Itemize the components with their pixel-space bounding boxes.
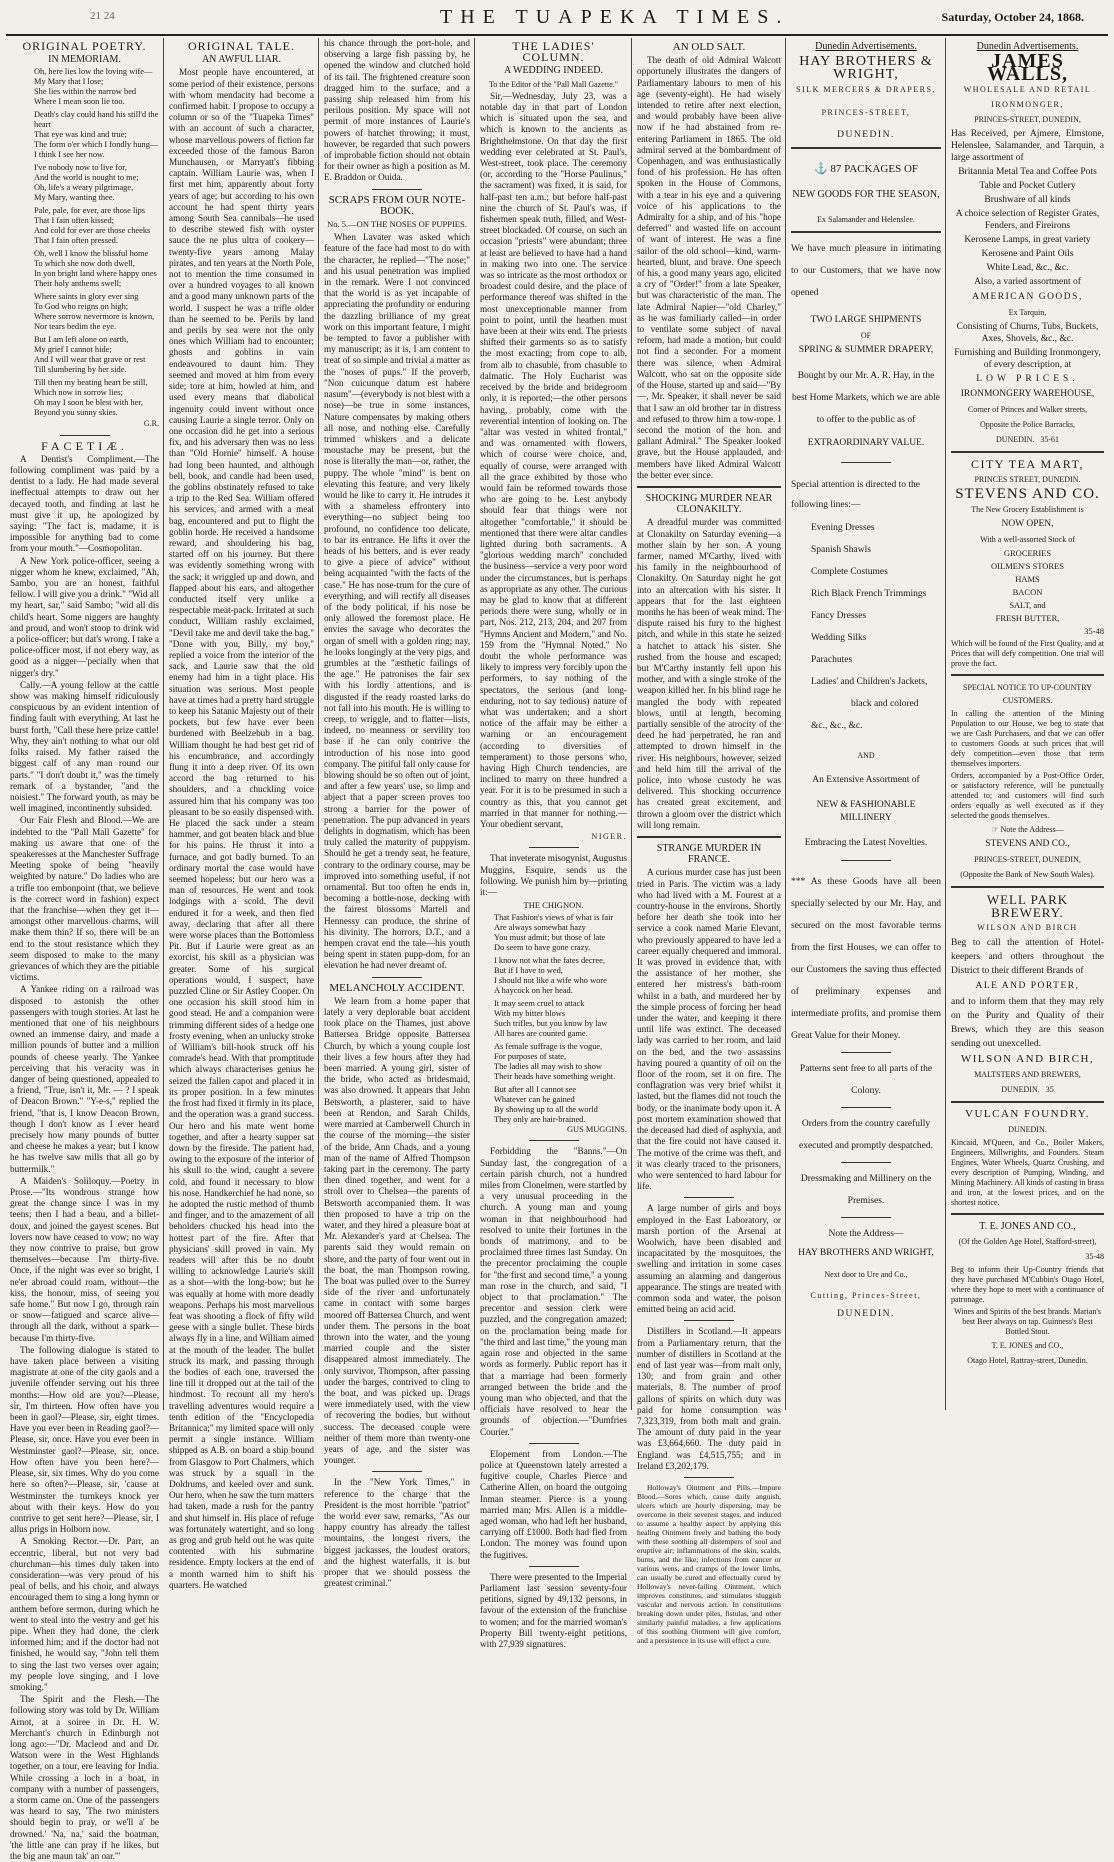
firm-trade: SILK MERCERS & DRAPERS, <box>796 85 936 94</box>
divider <box>951 1213 1104 1215</box>
paragraph: Cally.—A young fellow at the cattle show was making himself ridiculously conspicuous by an evident intention of finding fault with everything. At last he burst forth, "Call these here prize cattle! Why, they ain't nothing to what our old folks raised. My father raised the biggest calf of any man round our parts." "I don't doubt it," was the timely remark of a bystander, "and the noisiest." The forward youth, as may be well imagined, incontinently subsided. <box>10 679 159 814</box>
goods-item: black and colored <box>851 699 919 709</box>
poem-line: Till then my beating heart be still, <box>34 378 148 388</box>
two-shipments: TWO LARGE SHIPMENTS <box>810 315 922 325</box>
column-divider <box>474 38 475 1410</box>
paragraph: When Lavater was asked which feature of the face had most to do with the character, he replied—"The nose;" and his usual penetration was implied in the remark. Were I not convinced that the world is as yet incapable of appreciating the profundity or enduring the dazzling brilliance of my great work on this important feature, I might be tempted to favor a publisher with my manuscript; as it is, I am content to treat of so simple and trivial a matter as the "noses of pups." If the proverb, "Non cuicunque datum est habere nasum"—(everybody is not blest with a nose)—be true in some instances, Nature compensates by making others all nose, and nothing else. Carefully trimmed whiskers and a delicate moustache may be present, but the nose is literally the man—or, rather, the puppy. The whole "mind" is bent on elevating this feature, and very likely would he like to carry it. He intrudes it with a shameless effrontery into everything—no subject being too profound, no confidence too delicate, to bar its entrance. He lifts it over the heads of his betters, and is ever ready to give a piece of advice" without being acquainted "with the facts of the case." He has nose-trum for the cure of everything, and will rectify all diseases of the body political, if his nose be only allowed the foremost place. He envies the savage who decorates the organ of smell with a golden ring; nay, he looks longingly at the very pigs, and grumbles at the "æsthetic failings of the age." He patronises the fair sex with his lordly attentions, and is disgusted if the ready roasted larks do not fall into his mouth. He is willing to creep, to wriggle, and to flatter—lists, indeed, no meanness or servility too base if he can only contrive the introduction of his nose into good company. The pitiful fall only cause for blowing should be so often out of joint, and after a few years' use, so limp and abject that a paper screen proves too strong a barrier for the power of penetration. The pup advanced in years delights in dogmatism, which has been truly called the maturity of puppyism. Should he get a trendy seat, he feature, contrary to the ordinary course, may be improved into something useful, if not ornamental. But too often he ends in, becoming a bottle-nose, decking with the fairest blossoms Martell and Hennessy can produce, the shrine of his divinity. The horrors, D.T., and a hempen cravat end the tale—his youth being spent in staten pupp-dom, for an elevation he had never dreamt of. <box>324 232 470 971</box>
packages-line <box>791 163 941 176</box>
old-salt-heading: AN OLD SALT. <box>672 41 746 53</box>
poem-line: But if I have to wed, <box>494 966 563 976</box>
paragraph: The death of old Admiral Walcott opportunely illustrates the dangers of Parliamentary labours to men of his age (seventy-eight). He had wisely intended to retire after next election, and would probably have been alive now if he had abstained from re-entering Parliament in 1865. The old admiral served at the bombardment of Copenhagen, and was enthusiastically fond of his profession. He has often spoken in the House of Commons, with a tear in his eye and a quivering voice of his applications to the Admiralty for a ship, and of his "hope deferred" and wasted life on account of want of interest. He was a fine sailor of the old school—kind, warm-hearted, blunt, and brave. One speech of his, a good many years ago, elicited a cry of "Order!" from a late Speaker, but was characteristic of the man. The late Admiral Napier—"old Charley," as he was familiarly called—in order to ventilate some subject of naval reform, had made a motion, but could not find a seconder. For a moment there was silence, when Admiral Walcott, who sat on the opposite side of the House, started up and said—"By—, Mr. Speaker, it shall never be said that I saw an old brother tar in distress and refused to throw him a tow-rope. I second the motion of the hon. and gallant Admiral." The Speaker looked grave, but the House applauded, and members have liked Admiral Walcott the better ever since. <box>637 55 781 480</box>
paragraph: There were presented to the Imperial Parliament last session seventy-four petitions, signed by 49,132 persons, in favour of the extension of the franchise to women; and for the married woman's Property Bill twenty-eight petitions, with 27,939 signatures. <box>480 1571 627 1649</box>
section-heading-tale: ORIGINAL TALE. <box>187 39 296 53</box>
next-door-text: Next door to Ure and Co., <box>824 1270 908 1279</box>
column-divider <box>318 38 319 1410</box>
newspaper-title: THE TUAPEKA TIMES. <box>440 6 790 28</box>
poem-line: And cold for ever are those cheeks <box>34 226 151 236</box>
brewery-city <box>951 1083 1104 1096</box>
walls-items <box>951 166 1104 274</box>
poem-line: That I fain often kissed; <box>34 216 115 226</box>
to-editor: To the Editor of the "Pall Mall Gazette." <box>488 79 619 89</box>
paragraph: A large number of girls and boys employed in the East Laboratory, or marsh portion of the Arsenal at Woolwich, have been disabled and incapacitated by the mosquitoes, the swelling and irritation in some cases assuming an alarming and dangerous appearance. The stings are treated with common soda and water, the poison emitted being an acid acid. <box>637 1203 781 1315</box>
column-news <box>633 38 785 1645</box>
poem-line: Do seem to have gone crazy. <box>494 943 591 953</box>
strange-murder-heading: STRANGE MURDER IN FRANCE. <box>656 843 762 866</box>
walls-name: JAMES WALLS, <box>986 50 1069 85</box>
poem-body <box>10 67 159 418</box>
poem-line: To which she now doth dwell, <box>34 259 135 269</box>
spring-drapery: SPRING & SUMMER DRAPERY, <box>798 345 934 355</box>
goods-item: Fancy Dresses <box>811 611 867 621</box>
paragraph: Our Fair Flesh and Blood.—We are indebted to the "Pall Mall Gazette" for making us aware that one of the speakeresses at the Manchester Suffrage Meeting spoke of being "heavily weighted by nature." Do ladies who are a trifle too embonpoint (that, we believe is the correct word in fashion) expect that the franchise—when they get it—amongst other marvellous charms, will make them thin? If so, there will be an end to the stout resistance which they seem disposed to make to the many grievances of which they are the pitiable victims. <box>10 815 159 983</box>
selected-text: *** As these Goods have all been specially selected by our Mr. Hay, and secured on the most favorable terms from the first Houses, we can offer to our Customers the saving thus effected of preliminary expenses and intermediate profits, and promise them Great Value for their Money. <box>791 877 941 1041</box>
wilson-birch-footer: WILSON AND BIRCH, <box>960 1053 1095 1065</box>
poem-signature: G.R. <box>143 419 159 429</box>
poem-line: With my bitter blows <box>494 1009 566 1019</box>
paragraph: Forbidding the "Banns."—On Sunday last, the congregation of a certain parish church, not a hundred miles from Clonelmen, were startled by a very unusual proceeding in the church. A young man and young woman in that neighbourhood had resolved to unite their fortunes in the bonds of matrimony, and to be proclaimed three times last Sunday. On the precentor proclaiming the couple for "the first and second time," a young man rose in the church, and said, "I object to that proclamation." The precentor and session clerk were puzzled, and the congregation amazed; on the proclamation being made for "the third and last time," the young man again rose and objected in the same words as formerly. Public report has it that a marriage had been formerly arranged between the bride and the young man who objected, and that the officials have resolved to hear the grounds of objection.—"Dumfries Courier." <box>480 1146 627 1437</box>
divider <box>791 231 941 233</box>
poem-signature: GUS MUGGINS. <box>566 1125 627 1135</box>
divider <box>841 860 891 861</box>
poem-line: By showing up to all the world <box>494 1105 598 1115</box>
intimate-text: We have much pleasure in intimating to our Customers, that we have now opened <box>791 244 941 298</box>
walls-trade: WHOLESALE AND RETAIL <box>963 85 1092 94</box>
column-original-tale <box>165 38 318 1590</box>
divider <box>684 1477 734 1478</box>
walls-item: Table and Pocket Cutlery <box>979 181 1076 191</box>
column-walls-stevens-adverts <box>947 38 1108 1410</box>
poem-line: My Mary, wanting thee. <box>34 193 115 203</box>
note-address: Note the Address— <box>828 1229 904 1239</box>
poem-line: I think I see her now. <box>34 150 105 160</box>
grocer-item: FRESH BUTTER, <box>995 613 1060 623</box>
poem-line: The form o'er which I fondly hung— <box>34 140 159 150</box>
paragraph: Most people have encountered, at some period of their existence, persons with whom mendacity had become a confirmed habit. I propose to occupy a column or so of the "Tuapeka Times" with an account of such a character, whose marvellous powers of fiction far exceeded those of the famous Baron Munchausen, or Marryatt's fibbing captain. William Laurie was, when I first met him, apparently about forty years of age; but according to his own account he had spent thirty years among South Sea cannibals—he used to describe stewed fish with oyster sauce the ne plus ultra of cookery—twenty-five years among Malay pirates, and ten years at the North Pole, not to mention the time consumed in over a hundred voyages to all known and a good many unknown parts of the world. I suspect he was a trifle older than he seemed to be. Perils by land and perils by sea were not the only ones which William had to encounter; ghosts and goblins in vain endeavoured to daunt him. They seemed and moved at him from every side; tore at him, howled at him, and used every means that diabolical ingenuity could invent without once causing Laurie a single terror. Only on one occasion did he get into a serious fix, and his adversary then was no less than "Old Hornie" himself. A house had long been haunted, and although bell, book, and candle had been used, the goblins obstinately refused to take a trip to the Red Sea. William offered his services, and armed with a meal bag, encountered and put to flight the goblin horde. He received a handsome reward, and shouldering his bag, started off on his journey. But there was evidently something wrong with the sack; it wriggled up and down, and flapped about his ears, and altogether conducted itself very unlike a respectable meat-pack. Irritated at such conduct, William rashly exclaimed, "Devil take me and devil take the bag." "Done with you, Billy, my boy," replied a voice from the interior of the sack, and Laurie saw that the old enemy had him in a tight place. His situation was serious. Most people have at times had a pretty hard struggle to keep his Satanic Majesty out of their pockets, but few have ever been burdened with Beelzebub in a bag. William thought he had best get rid of his encumbrance, and accordingly flung it into a deep river. Of its own accord the bag returned to his shoulders, and a chuckling voice assured him that his company was too pleasant to be so easily dispensed with. He placed the sack under a steam hammer, and got beaten black and blue for his pains. He thrust it into a furnace, and got badly burned. To an ordinary mortal the case would have seemed hopeless; but our hero was a man of resources. He went and took lodgings with a scold. The devil endured it for a week, and then fled away, declaring that after all there were worse places than the Bottomless Pit. But if Laurie were great as an exorcist, his skill as a physician was greater. Some of his surgical operations would, I suspect, have puzzled Cline or Sir Astley Cooper. On one occasion his skill stood him in good stead. He and a companion were trimming different sides of a hedge one frosty evening, when an unlucky stroke of William's bill-hook struck off his comrade's head. With that promptitude which always characterises genius he seized the fallen capot and placed it in its proper position. In a few minutes the frost had fixed it firmly in its place, and the operation was a grand success. Our hero and his mate went home together, and after a hearty supper sat down by the fireside. The patient had, owing to the exposure of the interior of his skull to the wind, caught a severe cold, and found it necessary to blow his nose. Handkerchief he had none, so he adopted the rustic method of thumb and finger, and to the amazement of all beholders chucked his head into the hottest part of the fire. After that physicians' skill proved in vain. My readers will after this be no doubt willing to acknowledge Laurie's skill as a shot—with the long-bow; but he was equally at home with more deadly weapons. Perhaps his most marvellous feat was shooting a flock of fifty wild geese with a single bullet. These birds always fly in a line, and William aimed at the mouth of the leader. The bullet struck its mark, and passing through the bodies of each one, traversed the line till it dropped out at the tail of the hindmost. To recount all my hero's travelling adventures would require a tenth edition of the "Encyclopedia Britannica;" my limited space will only permit a single instance. William shipped as A.B. on board a ship bound from Glasgow to Port Chalmers, which was struck by a squall in the Doldrums, and keeled over and sunk. Our hero, when he saw the turn matters had taken, made a rush for the pantry and shut himself in. His place of refuge was fortunately watertight, and so long as grog and grub held out he was quite contented with his submarine residence. Empty lockers at the end of a month warned him to shift his quarters. He watched <box>169 67 314 1590</box>
walls-city <box>951 433 1104 446</box>
paragraph: his chance through the port-hole, and observing a large fish passing by, he opened the window and clutched hold of its tail. The frightened creature soon dragged him to the surface, and a passing ship released him from his perilous position. My space will not permit of more instances of Laurie's powers of hatchet throwing; it must, however, be regarded that such powers of improbable fiction should not obtain for their owner as high a position as M. E. Braddon or Ouida. <box>324 38 470 183</box>
column-scraps <box>320 38 474 1589</box>
special-body: In calling the attention of the Mining Population to our House, we beg to state that we are Cash Purchasers, and that we can offer to customers Goods at such prices that will defy competition—even those that term themselves importers. <box>951 709 1104 768</box>
grocery-line: The New Grocery Establishment is <box>971 505 1084 514</box>
column-divider <box>945 38 946 1410</box>
paragraph: A dreadful murder was committed at Clonakilty on Saturday evening—a mother slain by her son. A young farmer, named M'Carthy, lived with his family in the neighbourhood of Clonakilty. On Saturday night he got into an altercation with his sister. It appears that for the last eighteen months he has been of weak mind. The dispute raised his fury to the highest pitch, and while in this state he seized a hatchet to attack his sister. She rushed from the house and escaped; but M'Carthy instantly fell upon his mother, and with a single stroke of the weapon killed her. In his blind rage he mangled the body with repeated blows, until at length, becoming partially sensible of the atrocity of the deed he had perpetrated, he ran and attempted to drown himself in the river. His neighbours, however, seized and held him till the arrival of the police, into whose custody he was delivered. This shocking occurrence has created great excitement, and thrown a gloom over the district which will long remain. <box>637 517 781 830</box>
paragraph: The Spirit and the Flesh.—The following story was told by Dr. William Arnot, at a soiree in Dr. H. W. Merchant's church in Edinburgh not long ago:—"Dr. Macleod and and Dr. Watson were in the West Highlands together, on a tour, ere leaving for India. While crossing a loch in a boat, in company with a number of passengers, a storm came on. One of the passengers was heard to say, 'The two ministers should begin to pray, or we'll a' be drowned.' 'Na, na,' said the boatman, 'the little ane can pray if he likes, but the big ane maun tak' an oar.'" <box>10 1694 159 1861</box>
column-ladies <box>476 38 631 1649</box>
well-park-brewery: WELL PARK BREWERY. <box>986 892 1069 920</box>
paragraph: The following dialogue is stated to have taken place between a visiting magistrate at one of the city gaols and a juvenile offender serving out his three months:—How old are you?—Please, sir, I'm thirteen. How often have you been in gaol?—Please, sir, eight times. Have you ever been in Reading gaol?—Please, sir, once. Have you ever been in Westminster gaol?—Please, sir, once. How often have you been here?—Please, sir, six times. Why do you come here so often?—Please, sir, 'cause at Westminster the turnkeys knock yer about with their keys. How do you contrive to get sent here?—Please, sir, I allus prigs in Holborn now. <box>10 1344 159 1535</box>
poem-line: They only are hair-brained. <box>494 1115 586 1125</box>
section-heading-facetiae: FACETIÆ. <box>41 438 128 453</box>
poem-line: She lies within the narrow bed <box>34 87 137 97</box>
brewery-city-text: DUNEDIN. <box>1001 1085 1040 1094</box>
goods-item: Spanish Shawls <box>811 545 871 555</box>
paragraph: A New York police-officer, seeing a nigger whom he knew, exclaimed, "Ah, Sambo, you are an honest, faithful fellow. I will give you a drink." "Wid all my heart, sar," said Sambo; "wid all dis child's heart. Some niggers are haughty and proud, and won't stoop to drink wid a police-officer; but dat's wrong. I take a police-officer most, if not ebery way, as good as a nigger—'pecially when that nigger's dry." <box>10 555 159 678</box>
stock-line: With a well-assorted Stock of <box>980 535 1075 544</box>
grocer-item: HAMS <box>1015 574 1040 584</box>
ex-ships-line: Ex Salamander and Helenslee. <box>817 215 915 224</box>
walls-item: White Lead, &c., &c. <box>986 263 1069 273</box>
poem-line: Oh, life's a weary pilgrimage, <box>34 183 134 193</box>
vulcan-city: DUNEDIN. <box>1008 1125 1047 1134</box>
poem-line: For purposes of state, <box>494 1052 567 1062</box>
pointing-hand-icon: ☞ <box>991 825 1001 834</box>
paragraph: A Yankee riding on a railroad was disposed to astonish the other passengers with tough stories. At last he mentioned that one of his neighbours owned an immense dairy, and made a million pounds of butter and a million pounds of cheese yearly. The Yankee perceiving that his veracity was in danger of being questioned, appealed to a friend, "True, isn't it, Mr. — ? I speak of Deacon Brown." "Y-e-s," replied the friend, "that is, I know Deacon Brown, though I don't know as I ever heard precisely how many pounds of butter and cheese he makes a year; but I know he has twelve saw mills that all go by buttermilk." <box>10 984 159 1174</box>
walls-opposite: Opposite the Police Barracks, <box>979 420 1076 429</box>
poem-line: I've nobody now to live for, <box>34 163 127 173</box>
jones-name: T. E. JONES AND CO., <box>979 1221 1076 1232</box>
divider <box>951 451 1104 453</box>
column-hay-brothers-advert <box>787 38 945 1410</box>
walls-corner: Corner of Princes and Walker streets, <box>967 405 1088 414</box>
poem-line: I should not like a wife who wore <box>494 976 607 986</box>
stevens-bank: (Opposite the Bank of New South Wales). <box>960 870 1095 879</box>
paragraph: In the "New York Times," in reference to the charge that the President is the most horrible "patriot" the world ever saw, remarks, "As our happy country has already the tallest mountains, the longest rivers, the biggest jackasses, the loudest orators, and the highest waterfalls, it is but proper that we should possess the greatest criminal." <box>324 1477 470 1589</box>
walls-consisting: Consisting of Churns, Tubs, Buckets, Axes, Shovels, &c., &c. <box>956 322 1099 344</box>
maltsters: MALTSTERS AND BREWERS, <box>974 1070 1081 1079</box>
poem-line: That eye was kind and true; <box>34 130 127 140</box>
bought-text: Bought by our Mr. A. R. Hay, in the best Home Markets, which we are able to offer to the public as of <box>792 371 940 425</box>
page-corner-text: 21 24 <box>90 10 115 22</box>
masthead-rule <box>6 34 1108 36</box>
poem-line: Oh may I soon be blest with her, <box>34 398 143 408</box>
stevens-note-text: Note the Address— <box>1000 825 1064 834</box>
poem-line: Till slumbering by her side. <box>34 365 127 375</box>
paragraph: That inveterate misogynist, Augustus Muggins, Esquire, sends us the following. We punish him by—printing it:— <box>480 853 627 898</box>
walls-item: Brushware of all kinds <box>984 195 1071 205</box>
poem-line: Where sorrow nevermore is known, <box>34 312 155 322</box>
goods-item: &c., &c., &c. <box>811 721 863 731</box>
jones-ref-number: 35-48 <box>1085 1252 1104 1261</box>
assortment-text: An Extensive Assortment of <box>812 775 920 785</box>
walls-low-prices: LOW PRICES. <box>976 374 1079 384</box>
poem-line: In yon bright land where happy ones <box>34 269 157 279</box>
poem-line: Their heads have something weight. <box>494 1072 616 1082</box>
divider <box>841 462 891 463</box>
jones-wines: Wines and Spirits of the best brands. Marian's best Beer always on tap. Guinness's Best Bottled Stout. <box>954 1307 1101 1336</box>
paragraph: Sir,—Wednesday, July 23, was a notable day in that part of London which is situated upon the sea, and which is known to the ancients as Brighthelmstone. On that day the first wedding ever celebrated at St. Paul's, West-street, took place. The ceremony (or, according to the "Horse Paulinus," the sacrament) was fixed, it is said, for half-past ten a.m.; but before half-past nine the church of St. Paul's was, if fishermen speak truth, filled, and West-street blockaded. Of course, on such an occasion "priests" were abundant; three at least are believed to have had a hand in making two into one. The service was so intricate as the most orthodox or broadest could desire, and the place of performance thereof was shifted in the most unexceptionable manner from point to point, until the heathen must have been at their wits end. The priests shifted their garments so as to satisfy the most exacting; from cope to alb, from alb to chasuble, from chasuble to dalmatic. The Holy Eucharist was received by the bride and bridegroom only, it is reported;—the other persons having, probably, come with the reverential intention of looking on. The "altar was vested in whited frontal," and was ornamented with flowers, which of course were choice, and, equally of course, were arranged with all the grace exhibited by those who would fain be reformed towards those who are going to be. Lest anybody should fear that things were not altogether "comfortable," it should be mentioned that there were altar candles lighted during both sacraments. A "glorious wedding march" concluded the business—service a very poor word under the circumstances, but is perhaps as appropriate as any other. The curious may be glad to know that at different periods there were sung, wholly or in part, Nos. 212, 213, 204, and 207 from "Hymns Ancient and Modern," and No. 159 from the "Hymnal Noted." No doubt the whole performance was likely to impress very forcibly upon the performers, to say nothing of the spectators, the serious (and long-enduring, not to say tedious) nature of what was undertaken; and a short notice of the affair may be either a warning or an encouragement (according to diversities of temperament) to those persons who, having High Church tendencies, are inclined to marry on three hundred a year. For it is to be presumed in such a country as this, that you cannot get married in that manner for nothing.—Your obedient servant, <box>480 90 627 830</box>
poem-line: Death's clay could hand his still'd the heart <box>34 110 159 130</box>
grocer-items <box>951 548 1104 637</box>
jones-beg: Beg to inform their Up-Country friends that they have purchased M'Cubbin's Otago Hotel, where they hope to meet with a continuance of patronage. <box>951 1265 1104 1304</box>
goods-item: Complete Costumes <box>811 567 888 577</box>
masthead <box>0 0 1114 34</box>
tea-mart-street: PRINCES STREET, DUNEDIN. <box>974 475 1081 484</box>
divider <box>529 1443 579 1444</box>
divider <box>791 147 941 149</box>
poem-line: A haycock on her head. <box>494 986 573 996</box>
goods-item: Rich Black French Trimmings <box>811 589 927 599</box>
packages-text: 87 PACKAGES OF <box>830 163 919 175</box>
walls-item: Kerosene Lamps, in great variety <box>964 235 1091 245</box>
column-poetry-facetiae <box>6 38 163 1861</box>
poem-line: As female suffrage is the vogue, <box>494 1042 603 1052</box>
new-goods-line: NEW GOODS FOR THE SEASON, <box>792 189 940 200</box>
poem-line: Whatever can be gained <box>494 1095 575 1105</box>
special-notice: SPECIAL NOTICE TO UP-COUNTRY CUSTOMERS. <box>963 683 1092 705</box>
divider <box>637 836 781 838</box>
brewery-beg: Beg to call the attention of Hotel-keepers and others throughout the District to their different Brands of <box>951 938 1104 976</box>
poem-line: My grief I cannot hide; <box>34 345 112 355</box>
walls-warehouse: IRONMONGERY WAREHOUSE, <box>960 389 1095 399</box>
issue-date: Saturday, October 24, 1868. <box>941 10 1084 24</box>
walls-city-text: DUNEDIN. <box>995 435 1035 444</box>
divider <box>841 1162 891 1163</box>
poem-title: IN MEMORIAM. <box>48 54 121 66</box>
divider <box>529 847 579 848</box>
tea-mart-name: CITY TEA MART, <box>970 457 1085 471</box>
stevens-street: PRINCES-STREET, DUNEDIN, <box>974 855 1081 864</box>
jones-address: Otago Hotel, Rattray-street, Dunedin. <box>967 1356 1088 1365</box>
scraps-heading: SCRAPS FROM OUR NOTE-BOOK. <box>328 193 466 217</box>
stevens-note <box>951 823 1104 836</box>
orders-body: Orders, accompanied by a Post-Office Order, or satisfactory reference, will be punctually attended to; and customers will find such orders equally as well executed as if they selected the goods themselves. <box>951 771 1104 820</box>
section-heading-ladies: THE LADIES' COLUMN. <box>512 39 595 65</box>
shocking-murder-heading: SHOCKING MURDER NEAR CLONAKILTY. <box>645 492 773 516</box>
divider <box>372 1471 422 1472</box>
chignon-poem <box>480 913 627 1135</box>
goods-item: Evening Dresses <box>811 523 875 533</box>
divider <box>951 674 1104 676</box>
vulcan-foundry: VULCAN FOUNDRY. <box>965 1108 1090 1120</box>
grocer-ref-number: 35-48 <box>1084 626 1104 636</box>
firm-name: HAY BROTHERS & WRIGHT, <box>799 54 933 82</box>
section-heading-poetry: ORIGINAL POETRY. <box>22 39 147 53</box>
advert-holloway: Holloway's Ointment and Pills.—Impure Blood.—Sores which, cause daily anguish, ulcers which are hourly dispersing, may be overcome in their severest stages, and induced to assume a healthy aspect by applying this healing Ointment freely and bathing the body with these soothing all distempers of soul and eruptive air; inflammations of the skin, scalds, burns, and the like; infections from cancer or various wens, and cramps of the lower limbs, can usually be cured and effectually cured by Holloway's never-failing Ointment, which improves constitutes, and stimulates sluggish vascular and nervous action. In constitutions breaking down under piles, fistulas, and other similarly painful maladies, a few applications of this soothing Ointment will give comfort, and a persistence in its use will effect a cure. <box>637 1482 781 1645</box>
extraordinary-value: EXTRAORDINARY VALUE. <box>807 438 925 448</box>
goods-item: Ladies' and Children's Jackets, <box>811 677 928 687</box>
divider <box>684 1197 734 1198</box>
divider <box>951 1101 1104 1103</box>
goods-item: Parachutes <box>811 655 853 665</box>
cutting-street: Cutting, Princes-Street, <box>810 1291 922 1300</box>
walls-item: A choice selection of Register Grates, Fenders, and Fireirons <box>955 209 1100 231</box>
paragraph: A Maiden's Soliloquy.—Poetry in Prose.—"Its wondrous strange how great the change since I was in my teens; then I had a beau, and a billet-doux, and joined the gayest scenes. But lovers now have ceased to vow; no way they now contrive to praise, but grow themselves—because I'm thirty-five. Once, if the night was ever so bright, I ne'er abroad could roam, without—the kiss, the honour, miss, of seeing you safe home." But now I go, through rain or snow—fatigued and scarce alive—through all the dark, without a spark—because I'm thirty-five. <box>10 1175 159 1343</box>
divider <box>841 1107 891 1108</box>
stevens-name: STEVENS AND CO. <box>955 486 1100 502</box>
divider <box>841 1217 891 1218</box>
column-divider <box>631 38 632 1410</box>
stevens-name-footer: STEVENS AND CO., <box>985 839 1070 849</box>
grocer-item: GROCERIES <box>1003 548 1052 558</box>
poem-line: And I will wear that grave or rest <box>34 355 146 365</box>
column-divider <box>163 38 164 1410</box>
dressmaking-text: Dressmaking and Millinery on the Premises. <box>800 1174 932 1206</box>
walls-item: Britannia Metal Tea and Coffee Pots <box>958 167 1097 177</box>
grocer-item: SALT, and <box>1009 600 1046 610</box>
walls-also: Also, a varied assortment of <box>974 277 1081 287</box>
wedding-title: A WEDDING INDEED. <box>504 65 603 77</box>
walls-received: Has Received, per Ajmere, Elmstone, Helenslee, Salamander, and Tarquin, a large assortment of <box>951 129 1104 163</box>
goods-item: Wedding Silks <box>811 633 867 643</box>
divider <box>60 435 110 436</box>
poem-line: But I am left alone on earth, <box>34 335 129 345</box>
walls-ref-number: 35-61 <box>1040 435 1060 444</box>
poem-line: Their holy anthems swell; <box>34 279 122 289</box>
poem-line: Where I mean soon lie too. <box>34 97 125 107</box>
paragraph: We learn from a home paper that lately a very deplorable boat accident took place on the Thames, just above Battersea Bridge opposite Battersea Church, by which a young couple lost their lives a few hours after they had been married. A young girl, sister of the bride, who acted as bridesmaid, was also drowned. It appears that John Betsworth, a plasterer, said to have been at Rendon, and Sarah Childs, were married at Camberwell Church in the course of the morning—the sister of the bride, Ann Chads, and a young man of the name of Alfred Thompson taking part in the ceremony. The party then dined together, and went for a stroll over to Chelsea—the parents of Betsworth accompanied them. It was then proposed to have a trip on the water, and they hired a pleasure boat at Mr. Alexander's yard at Chelsea. The parents said they would remain on shore, and the party of four went out in the boat, the man Thompson rowing. The boat was pulled over to the Surrey side of the river and unfortunately came in contact with some barges moored off Battersea Church, and went under them. The persons in the boat thrown into the water, and the young married couple and the sister disappeared almost immediately. The only survivor, Thompson, after passing under the barges, contrived to cling to the boat, and was picked up. Drags were immediately used, with the view of recovering the bodies, but without success. The deceased couple were neither of them more than twenty-one years of age, and the sister was younger. <box>324 995 470 1466</box>
divider <box>372 977 422 978</box>
walls-ex-tarquin: Ex Tarquin, <box>1008 308 1047 317</box>
poem-line: The ladies all may wish to show <box>494 1062 602 1072</box>
poem-line: Which now in sorrow lies; <box>34 388 123 398</box>
divider <box>529 1140 579 1141</box>
jones-sub: (Of the Golden Age Hotel, Stafford-street), <box>958 1237 1097 1246</box>
and-text: AND <box>857 751 875 760</box>
poem-line: Oh, here lies low the loving wife— <box>34 67 153 77</box>
paragraph: A Smoking Rector.—Dr. Parr, an eccentric, liberal, but not very bad churchman—his times duly taken into consideration—was very proud of his peal of bells, and his choir, and always encouraged them to sing a long hymn or anthem before sermon, during which he went to steal into the vestry and get his pipe. When they had done, the clerk informed him; and if the doctor had not finished, he would say, "John tell them to sing the last two verses over again; my people love singing, and I love smoking." <box>10 1536 159 1692</box>
of-text: OF <box>860 331 872 340</box>
novelties-text: Embracing the Latest Novelties. <box>804 838 928 848</box>
poem-line: You must admit; but those of late <box>494 933 606 943</box>
chignon-title: THE CHIGNON. <box>523 900 584 911</box>
millinery-text: NEW & FASHIONABLE MILLINERY <box>816 800 916 823</box>
divider <box>372 189 422 190</box>
poem-line: But after all I cannot see <box>494 1085 577 1095</box>
letter-signer: NIGER. <box>591 832 627 842</box>
poem-line: Beyond you sunny skies. <box>34 408 118 418</box>
paragraph: Distillers in Scotland.—It appears from a Parliamentary return, that the number of distillers in Scotland at the end of last year was—from malt only, 130; and from grain and other materials, 8. The number of proof gallons of spirits on which duty was paid for home consumption was 7,323,319, from both malt and grain. The amount of duty paid in the year was £3,664,660. The duty paid in England was £4,515,755; and in Ireland £3,202,179. <box>637 1326 781 1471</box>
poem-line: It may seem cruel to attack <box>494 999 585 1009</box>
ads-header: Dunedin Advertisements. <box>976 41 1079 52</box>
walls-item: Kerosene and Paint Oils <box>981 249 1074 259</box>
brewery-inform: and to inform them that they may rely on the Purity and Quality of their Brews, which they are this season sending out unexcelled. <box>951 997 1104 1049</box>
poem-line: Pale, pale, for ever, are those lips <box>34 206 146 216</box>
wilson-birch: WILSON AND BIRCH <box>977 923 1078 932</box>
goods-list <box>791 517 941 737</box>
column-divider <box>785 38 786 1410</box>
kincaid-text: Kincaid, M'Queen, and Co., Boiler Makers, Engineers, Millwrights, and Founders. Steam Engines, Water Wheels, Quartz Crushing, and every description of Pumping, Winding, and Mining Machinery. All kinds of casting in brass and iron, at the lowest prices, and on the shortest notice. <box>951 1138 1104 1207</box>
firm-name-footer: HAY BROTHERS AND WRIGHT, <box>798 1248 934 1258</box>
patterns-text: Patterns sent free to all parts of the Colony. <box>799 1064 933 1096</box>
poem-line: I know not what the fates decree, <box>494 956 605 966</box>
walls-american: AMERICAN GOODS, <box>972 292 1083 302</box>
paragraph: A Dentist's Compliment.—The following compliment was paid by a dentist to a lady. He had made several ineffectual attempts to draw out her decayed tooth, and finding at last he must give it up, he apologized by saying: "The fact is, madame, it is impossible for anything bad to come from your mouth."—Cosmopolitan. <box>10 453 159 554</box>
special-attention: Special attention is directed to the following lines:— <box>791 480 921 510</box>
poem-line: That I fain often pressed. <box>34 236 118 246</box>
divider <box>529 1566 579 1567</box>
divider <box>841 1052 891 1053</box>
poem-line: To God who reigns on high; <box>34 302 129 312</box>
ship-icon: ⚓ <box>813 163 831 175</box>
firm-street: PRINCES-STREET, <box>821 108 911 117</box>
scraps-subheading: No. 5.—ON THE NOSES OF PUPPIES. <box>327 219 467 230</box>
walls-street: PRINCES-STREET, DUNEDIN, <box>974 115 1081 124</box>
paragraph: Elopement from London.—The police at Queenstown lately arrested a fugitive couple, Charles Pierce and Catherine Allen, on board the outgoing Inman steamer. Pierce is a young married man; Mrs. Allen is a middle-aged woman, who had left her husband, carrying off £1000. Both had fled from London. The money was found upon the fugitives. <box>480 1448 627 1560</box>
melancholy-heading: MELANCHOLY ACCIDENT. <box>329 981 465 994</box>
orders-text: Orders from the country carefully executed and promptly despatched. <box>798 1119 933 1151</box>
grocer-item: BACON <box>1012 587 1043 597</box>
paragraph: A curious murder case has just been tried in Paris. The victim was a lady who had lived with a M. Fourest at a country-house in the environs. Shortly before her death she took into her service a cook named Marie Elevant, who previously appeared to have led a career equally chequered and immoral. It was proved in evidence that, with the assistance of her mother, she entered her mistress's bath-room whilst in a bath, and murdered her by the simple process of forcing her head under the water, and keeping it there until life was extinct. The deceased lady was carried to her room, and laid on the bed, and the two assassins having poured a quantity of oil on the floor of the room, set it on fire. The conflagration was very brief whilst it lasted, but the flames did not touch the body, or the inanimate body upon it. A post mortem examination showed that the deceased had died of asphyxia, and that the fire could not have caused it. The motive of the crime was theft, and it was clearly traced to the prisoners, who were sentenced to hard labour for life. <box>637 867 781 1192</box>
poem-line: Such trifles, but you know by law <box>494 1019 608 1029</box>
poem-line: My Mary that I lose; <box>34 77 104 87</box>
ale-porter: ALE AND PORTER, <box>975 981 1080 991</box>
walls-furnishing: Furnishing and Building Ironmongery, of every description, at <box>954 348 1101 370</box>
first-quality: Which will be found of the First Quality, and at Prices that will defy competition. One trial will prove the fact. <box>951 639 1104 668</box>
grocer-item: OILMEN'S STORES <box>991 561 1064 571</box>
ads-header: Dunedin Advertisements. <box>815 41 917 52</box>
jones-name-footer: T. E. JONES and CO., <box>991 1341 1064 1350</box>
poem-line: Where saints in glory ever sing <box>34 292 139 302</box>
poem-line: And the world is nought to me; <box>34 173 139 183</box>
firm-city-footer: DUNEDIN. <box>837 1309 895 1319</box>
divider <box>684 1320 734 1321</box>
tale-title: AN AWFUL LIAR. <box>201 54 282 66</box>
poem-line: Are always somewhat hazy <box>494 923 586 933</box>
poem-line: All hares are counted game. <box>494 1029 588 1039</box>
poem-line: That Fashion's views of what is fair <box>494 913 614 923</box>
firm-city: DUNEDIN. <box>837 130 895 140</box>
brewery-ref-number: 35 <box>1045 1085 1054 1094</box>
divider <box>637 486 781 488</box>
divider <box>951 886 1104 888</box>
poem-line: Nor tears bedim the eye. <box>34 322 117 332</box>
poem-line: Oh, well I know the blissful home <box>34 249 149 259</box>
walls-iron: IRONMONGER, <box>991 100 1064 109</box>
now-open: NOW OPEN, <box>1001 519 1054 529</box>
